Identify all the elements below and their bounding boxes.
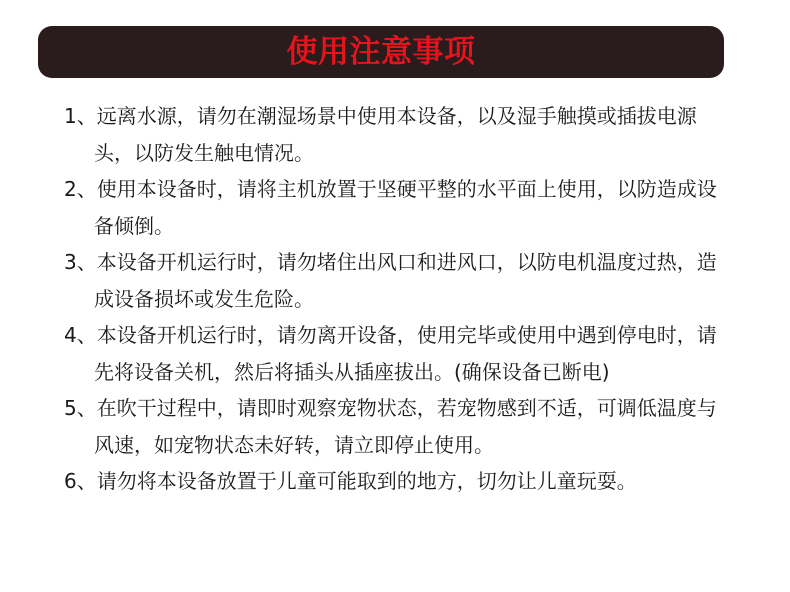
- notice-list: [64, 98, 724, 500]
- notice-item-4: 4、本设备开机运行时，请勿离开设备，使用完毕或使用中遇到停电时，请先将设备关机，然后将插头从插座拔出。(确保设备已断电): [64, 323, 717, 384]
- page-title: 使用注意事项: [286, 33, 476, 70]
- notice-item-2: 2、使用本设备时，请将主机放置于坚硬平整的水平面上使用，以防造成设备倾倒。: [64, 177, 717, 238]
- notice-item-6: 6、请勿将本设备放置于儿童可能取到的地方，切勿让儿童玩耍。: [64, 469, 637, 493]
- notice-item-3: 3、本设备开机运行时，请勿堵住出风口和进风口，以防电机温度过热，造成设备损坏或发生危险。: [64, 250, 717, 311]
- notice-item-1: 1、远离水源，请勿在潮湿场景中使用本设备，以及湿手触摸或插拔电源头，以防发生触电情况。: [64, 104, 697, 165]
- header-banner: [38, 26, 724, 78]
- notice-item-5: 5、在吹干过程中，请即时观察宠物状态，若宠物感到不适，可调低温度与风速，如宠物状态未好转，请立即停止使用。: [64, 396, 717, 457]
